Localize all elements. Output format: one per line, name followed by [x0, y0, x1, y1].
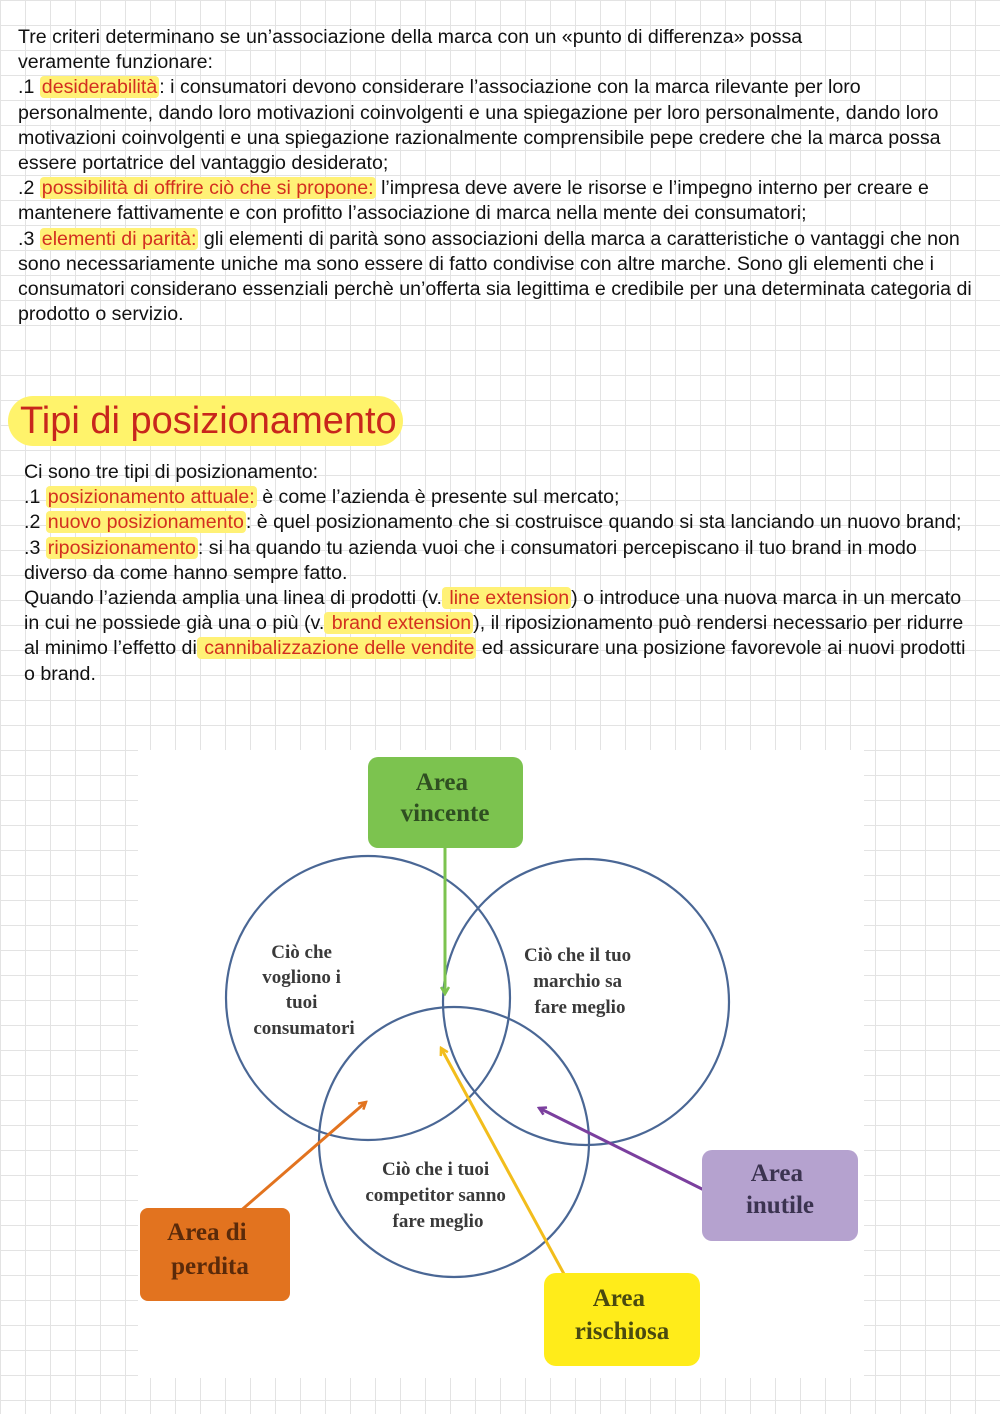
highlight-term: elementi di parità:: [41, 227, 197, 250]
circle-competitors-line: competitor sanno: [365, 1185, 506, 1206]
circle-competitors-line: Ciò che i tuoi: [382, 1159, 490, 1180]
positioning-venn-diagram: [138, 750, 864, 1378]
highlight-term: nuovo posizionamento: [47, 511, 244, 534]
circle-competitors-line: fare meglio: [392, 1211, 484, 1232]
criteria-item-3: [18, 227, 978, 328]
circle-consumers-label: [253, 942, 354, 1039]
box-risky-line: Area: [592, 1285, 646, 1312]
item-number: .3: [18, 227, 40, 250]
paragraph-text: ) o introduce una nuova marca in un mercato in cui ne possiede già una o più (v.: [24, 587, 962, 635]
positioning-item-2: [24, 510, 978, 535]
box-useless-line: Area: [750, 1160, 804, 1187]
item-text: : i consumatori devono considerare l’associazione con la marca rilevante per loro personalmente, dando loro motivazioni coinvolgenti e una spiegazione per loro personalmente, dando loro motivazioni coinvolgenti e una spiegazione razionalmente comprensibile pepe credere che la marca possa essere portatrice del vantaggio desiderato;: [18, 76, 941, 175]
diagram-svg: [138, 750, 864, 1378]
item-number: .1: [18, 76, 40, 99]
positioning-section: [24, 460, 978, 687]
criteria-intro: [18, 25, 978, 75]
highlight-term: posizionamento attuale:: [47, 486, 255, 509]
paragraph-text: Quando l’azienda amplia una linea di prodotti (v.: [24, 587, 442, 610]
criteria-section: [18, 25, 978, 327]
highlight-term: line extension: [443, 587, 570, 610]
item-text: : è quel posizionamento che si costruisce quando si sta lanciando un nuovo brand;: [245, 511, 962, 534]
circle-consumers-line: Ciò che: [271, 942, 332, 963]
paragraph-text: ed assicurare una posizione favorevole ai nuovi prodotti o brand.: [24, 637, 966, 685]
section-heading: Tipi di posizionamento: [8, 396, 403, 446]
box-winning-line: Area: [415, 769, 469, 796]
circle-brand-line: Ciò che il tuo: [524, 945, 632, 966]
circle-consumers-line: tuoi: [285, 992, 318, 1013]
positioning-intro: Ci sono tre tipi di posizionamento:: [24, 461, 319, 483]
losing-arrow: [230, 1102, 366, 1220]
useless-arrow: [539, 1108, 704, 1190]
item-number: .1: [24, 486, 46, 509]
circle-brand-line: fare meglio: [534, 997, 626, 1018]
highlight-term: riposizionamento: [47, 536, 196, 559]
positioning-item-1: [24, 485, 978, 510]
paragraph-text: ), il riposizionamento può rendersi necessario per ridurre al minimo l’effetto di: [24, 612, 964, 660]
criteria-intro-line1: Tre criteri determinano se un’associazione della marca con un «punto di differenza» possa: [18, 26, 803, 48]
extension-paragraph: [24, 586, 978, 687]
highlight-term: brand extension: [326, 612, 472, 635]
box-losing-line: Area di: [167, 1219, 247, 1246]
highlight-term: possibilità di offrire ciò che si propone:: [41, 177, 374, 200]
circle-competitors-label: [365, 1159, 510, 1232]
highlight-term: desiderabilità: [41, 76, 158, 99]
criteria-item-2: [18, 176, 978, 226]
item-text: gli elementi di parità sono associazioni della marca a caratteristiche o vantaggi che non sono necessariamente uniche ma sono essere di fatto condivise con altre marche. Sono gli elementi che i consumatori considerano essenziali perchè un’offerta sia legittima e credibile per una determinata categoria di prodotto o servizio.: [18, 227, 972, 326]
circle-brand-line: marchio sa: [533, 971, 623, 992]
highlight-term: cannibalizzazione delle vendite: [198, 637, 475, 660]
criteria-intro-line2: veramente funzionare:: [18, 51, 213, 74]
item-text: : si ha quando tu azienda vuoi che i consumatori percepiscano il tuo brand in modo diverso da come hanno sempre fatto.: [24, 536, 917, 584]
item-number: .3: [24, 536, 46, 559]
item-number: .2: [24, 511, 46, 534]
circle-consumers-line: vogliono i: [262, 967, 341, 988]
item-text: è come l’azienda è presente sul mercato;: [256, 486, 620, 509]
circle-brand-label: [524, 945, 636, 1018]
box-losing-line: perdita: [171, 1253, 249, 1280]
circle-consumers-line: consumatori: [253, 1018, 355, 1039]
item-number: .2: [18, 177, 40, 200]
circle-competitors: [319, 1007, 589, 1277]
box-useless-line: inutile: [745, 1192, 815, 1219]
box-winning-line: vincente: [400, 800, 490, 827]
box-risky-line: rischiosa: [574, 1318, 670, 1345]
criteria-item-1: [18, 75, 978, 176]
positioning-item-3: [24, 536, 978, 586]
item-text: l’impresa deve avere le risorse e l’impegno interno per creare e mantenere fattivamente e con profitto l’associazione di marca nella mente dei consumatori;: [18, 177, 929, 225]
